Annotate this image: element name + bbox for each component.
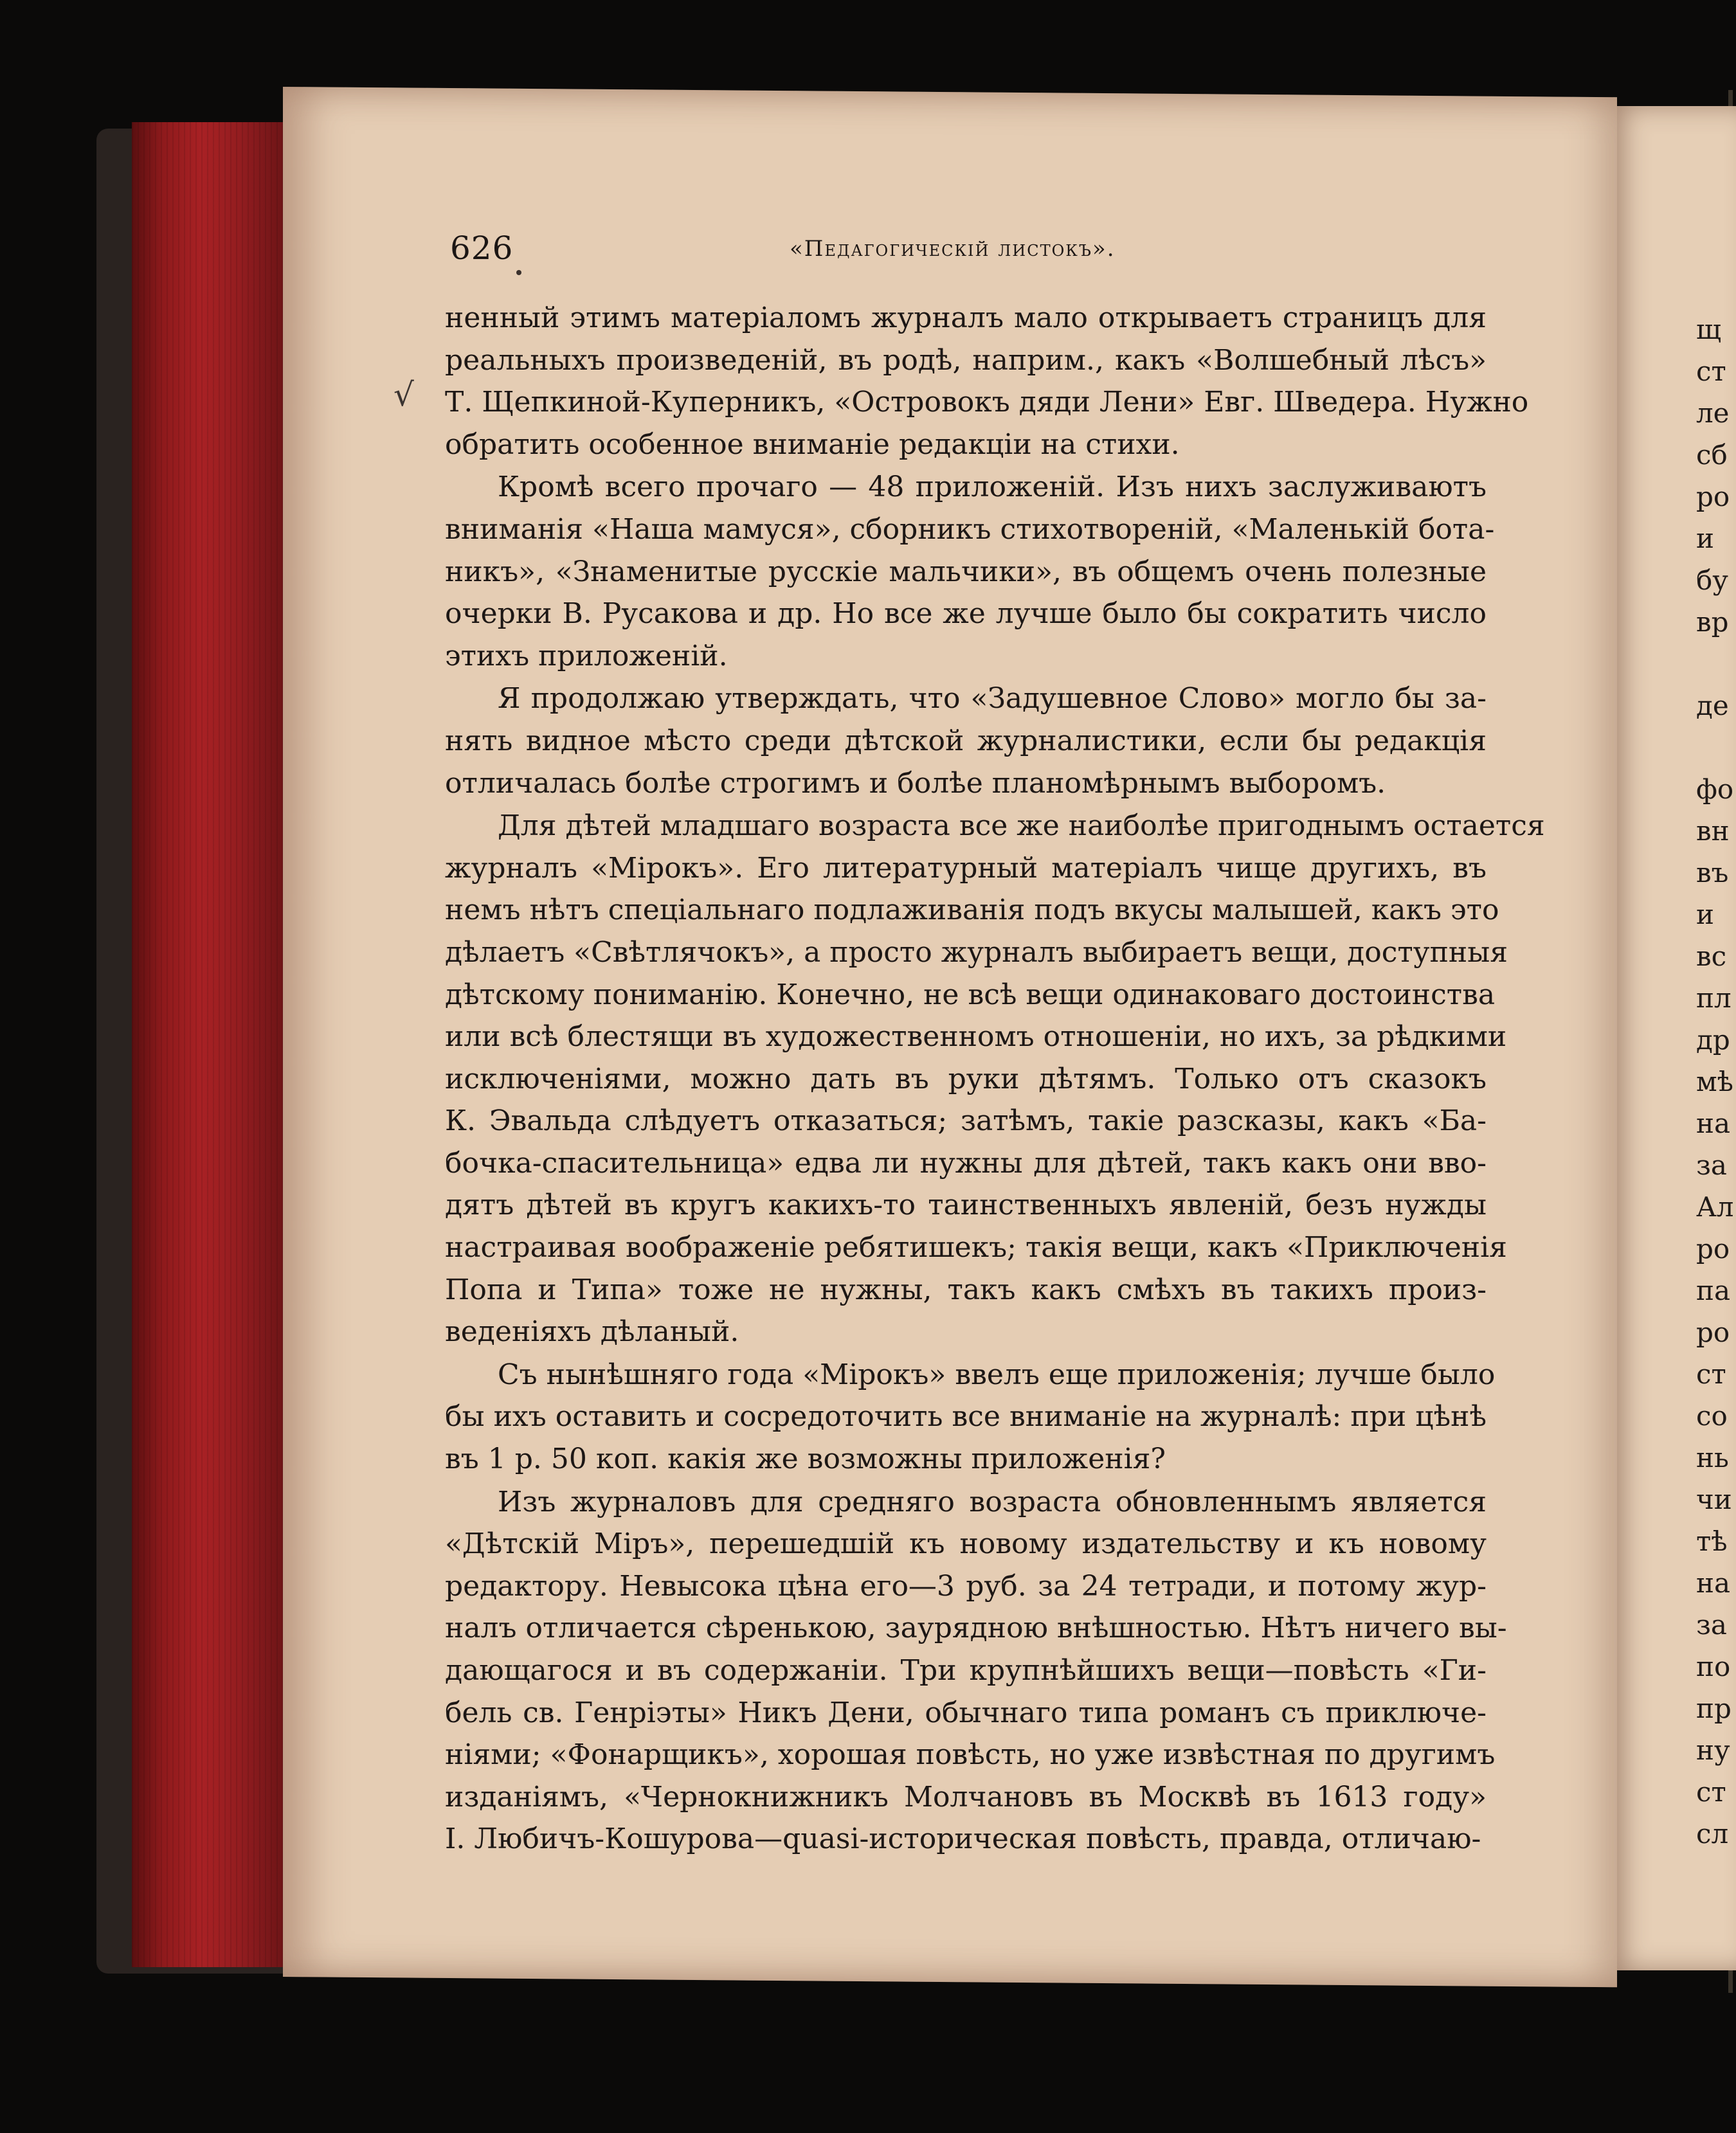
text-line: налъ отличается сѣренькою, заурядною внѣшностью. Нѣтъ ничего вы- [445,1612,1507,1645]
facing-text-fragment: пл [1696,982,1731,1014]
facing-text-fragment: щ [1696,314,1722,345]
text-line: настраивая воображеніе ребятишекъ; такія вещи, какъ «Приключенія [445,1231,1507,1264]
paragraph [445,805,1545,1353]
facing-text-fragment: и [1696,523,1714,554]
facing-text-fragment: сл [1696,1818,1729,1850]
text-line: «Дѣтскій Міръ», перешедшій къ новому издательству и къ новому [445,1527,1487,1561]
text-line: журналъ «Мірокъ». Его литературный матеріалъ чище другихъ, въ [445,851,1487,885]
facing-text-fragment: пр [1696,1693,1731,1724]
facing-text-fragment: бу [1696,564,1728,596]
text-line: дѣлаетъ «Свѣтлячокъ», а просто журналъ выбираетъ вещи, доступныя [445,935,1508,969]
facing-text-fragment: Ал [1696,1191,1734,1223]
text-line: Для дѣтей младшаго возраста все же наиболѣе пригоднымъ остается [498,809,1545,843]
facing-text-fragment: вс [1696,941,1727,972]
text-line: Кромѣ всего прочаго — 48 приложеній. Изъ нихъ заслуживаютъ [498,471,1487,504]
text-line: ненный этимъ матеріаломъ журналъ мало открываетъ страницъ для [445,302,1487,334]
text-line: вниманія «Наша мамуся», сборникъ стихотвореній, «Маленькій бота- [445,512,1495,546]
text-line: очерки В. Русакова и др. Но все же лучше было бы сократить число [445,597,1487,631]
facing-text-fragment: на [1696,1108,1731,1139]
facing-text-fragment: въ [1696,857,1729,888]
text-line: исключеніями, можно дать въ руки дѣтямъ. Только отъ сказокъ [445,1062,1487,1095]
margin-check-mark: √ [393,376,414,413]
body-text [445,297,1545,1861]
running-title: «Педагогическій листокъ». [790,236,1116,262]
text-line: нять видное мѣсто среди дѣтской журналистики, если бы редакція [445,724,1487,757]
facing-text-fragment: вр [1696,606,1729,638]
facing-text-fragment: тѣ [1696,1526,1728,1557]
facing-text-fragment: ст [1696,1776,1726,1808]
facing-text-fragment: фо [1696,773,1734,805]
facing-text-fragment: ну [1696,1734,1730,1766]
text-line: обратить особенное вниманіе редакціи на стихи. [445,428,1180,461]
text-line: дающагося и въ содержаніи. Три крупнѣйшихъ вещи—повѣсть «Ги- [445,1654,1487,1687]
paragraph [445,297,1529,465]
text-line: дятъ дѣтей въ кругъ какихъ-то таинственныхъ явленій, безъ нужды [445,1189,1487,1222]
facing-text-fragment: де [1696,690,1729,721]
facing-text-fragment: ст [1696,356,1726,387]
facing-text-fragment: и [1696,899,1714,930]
text-line: или всѣ блестящи въ художественномъ отношеніи, но ихъ, за рѣдкими [445,1020,1507,1054]
text-line: бель св. Генріэты» Никъ Дени, обычнаго типа романъ съ приключе- [445,1696,1487,1729]
facing-page-text [1696,309,1735,1855]
text-line: веденіяхъ дѣланый. [445,1315,739,1349]
text-line: ніями; «Фонарщикъ», хорошая повѣсть, но уже извѣстная по другимъ [445,1738,1496,1772]
text-line: немъ нѣтъ спеціальнаго подлаживанія подъ вкусы малышей, какъ это [445,894,1499,927]
facing-text-fragment: мѣ [1696,1066,1733,1097]
paragraph [445,678,1487,804]
text-line: отличалась болѣе строгимъ и болѣе планомѣрнымъ выборомъ. [445,766,1386,800]
facing-text-fragment: ро [1696,1317,1730,1348]
red-page-edges [132,122,286,1967]
text-line: въ 1 р. 50 коп. какія же возможны приложенія? [445,1443,1166,1476]
facing-text-fragment: за [1696,1149,1727,1181]
text-line: редактору. Невысока цѣна его—3 руб. за 24 тетради, и потому жур- [445,1569,1487,1603]
facing-text-fragment [1696,643,1735,685]
text-line: I. Любичъ-Кошурова—quasi-историческая повѣсть, правда, отличаю- [445,1823,1481,1856]
paragraph [445,1481,1507,1860]
text-line: Попа и Типа» тоже не нужны, такъ какъ смѣхъ въ такихъ произ- [445,1273,1487,1306]
text-line: никъ», «Знаменитые русскіе мальчики», въ общемъ очень полезные [445,555,1487,588]
facing-text-fragment: со [1696,1400,1728,1432]
facing-text-fragment: нь [1696,1442,1729,1473]
facing-text-fragment: ст [1696,1358,1726,1390]
facing-text-fragment: на [1696,1567,1731,1599]
facing-text-fragment: вн [1696,815,1730,847]
paragraph [445,466,1495,677]
running-head [450,230,1177,268]
text-line: Съ нынѣшняго года «Мірокъ» ввелъ еще приложенія; лучше было [498,1358,1496,1391]
facing-text-fragment: па [1696,1275,1731,1306]
text-line: реальныхъ произведеній, въ родѣ, наприм., какъ «Волшебный лѣсъ» [445,343,1487,377]
text-line: этихъ приложеній. [445,639,728,672]
facing-text-fragment [1696,726,1735,768]
text-line: Т. Щепкиной-Куперникъ, «Островокъ дяди Лени» Евг. Шведера. Нужно [445,386,1529,419]
facing-text-fragment: ле [1696,397,1730,429]
facing-text-fragment: др [1696,1024,1730,1056]
paragraph [445,1354,1496,1480]
text-line: изданіямъ, «Чернокнижникъ Молчановъ въ Москвѣ въ 1613 году» [445,1780,1487,1814]
text-line: бы ихъ оставить и сосредоточить все вниманіе на журналѣ: при цѣнѣ [445,1400,1487,1434]
facing-text-fragment: сб [1696,439,1728,471]
facing-text-fragment: по [1696,1651,1731,1682]
ink-dot [516,270,521,275]
facing-text-fragment: за [1696,1609,1727,1641]
facing-text-fragment: ро [1696,481,1730,512]
text-line: дѣтскому пониманію. Конечно, не всѣ вещи одинаковаго достоинства [445,978,1496,1011]
text-line: Я продолжаю утверждать, что «Задушевное Слово» могло бы за- [498,682,1487,716]
page-number: 626 [450,230,514,267]
text-line: Изъ журналовъ для средняго возраста обновленнымъ является [498,1485,1487,1518]
facing-text-fragment: чи [1696,1484,1732,1515]
text-line: бочка-спасительница» едва ли нужны для дѣтей, такъ какъ они вво- [445,1146,1487,1180]
text-line: К. Эвальда слѣдуетъ отказаться; затѣмъ, такіе разсказы, какъ «Ба- [445,1104,1487,1138]
facing-text-fragment: ро [1696,1233,1730,1264]
